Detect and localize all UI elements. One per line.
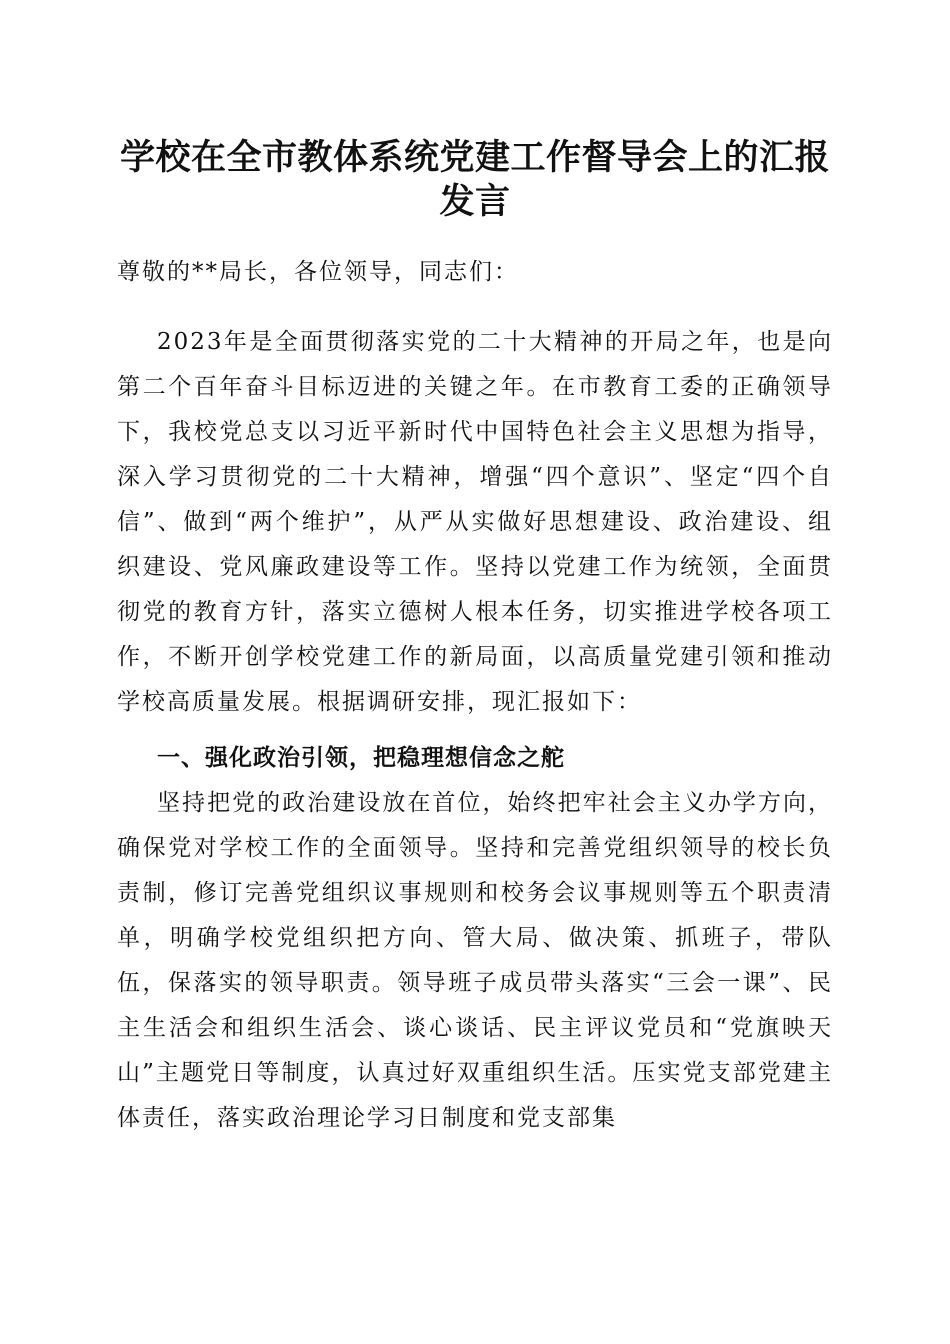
section-heading-1: 一、强化政治引领，把稳理想信念之舵 [157, 745, 565, 771]
paragraph-section-1: 坚持把党的政治建设放在首位，始终把牢社会主义办学方向，确保党对学校工作的全面领导。坚持和完善党组织领导的校长负责制，修订完善党组织议事规则和校务会议事规则等五个职责清单，明确学校党组织把方向、管大局、做决策、抓班子，带队伍，保落实的领导职责。领导班子成员带头落实“三会一课”、民主生活会和组织生活会、谈心谈话、民主评议党员和“党旗映天山”主题党日等制度，认真过好双重组织生活。压实党支部党建主体责任，落实政治理论学习日制度和党支部集 [117, 790, 833, 1131]
salutation: 尊敬的**局长，各位领导，同志们： [117, 259, 519, 285]
document-title: 学校在全市教体系统党建工作督导会上的汇报发言 [119, 137, 830, 222]
paragraph-intro: 2023年是全面贯彻落实党的二十大精神的开局之年，也是向第二个百年奋斗目标迈进的关键之年。在市教育工委的正确领导下，我校党总支以习近平新时代中国特色社会主义思想为指导，深入学习贯彻党的二十大精神，增强“四个意识”、坚定“四个自信”、做到“两个维护”，从严从实做好思想建设、政治建设、组织建设、党风廉政建设等工作。坚持以党建工作为统领，全面贯彻党的教育方针，落实立德树人根本任务，切实推进学校各项工作，不断开创学校党建工作的新局面，以高质量党建引领和推动学校高质量发展。根据调研安排，现汇报如下： [117, 329, 833, 715]
